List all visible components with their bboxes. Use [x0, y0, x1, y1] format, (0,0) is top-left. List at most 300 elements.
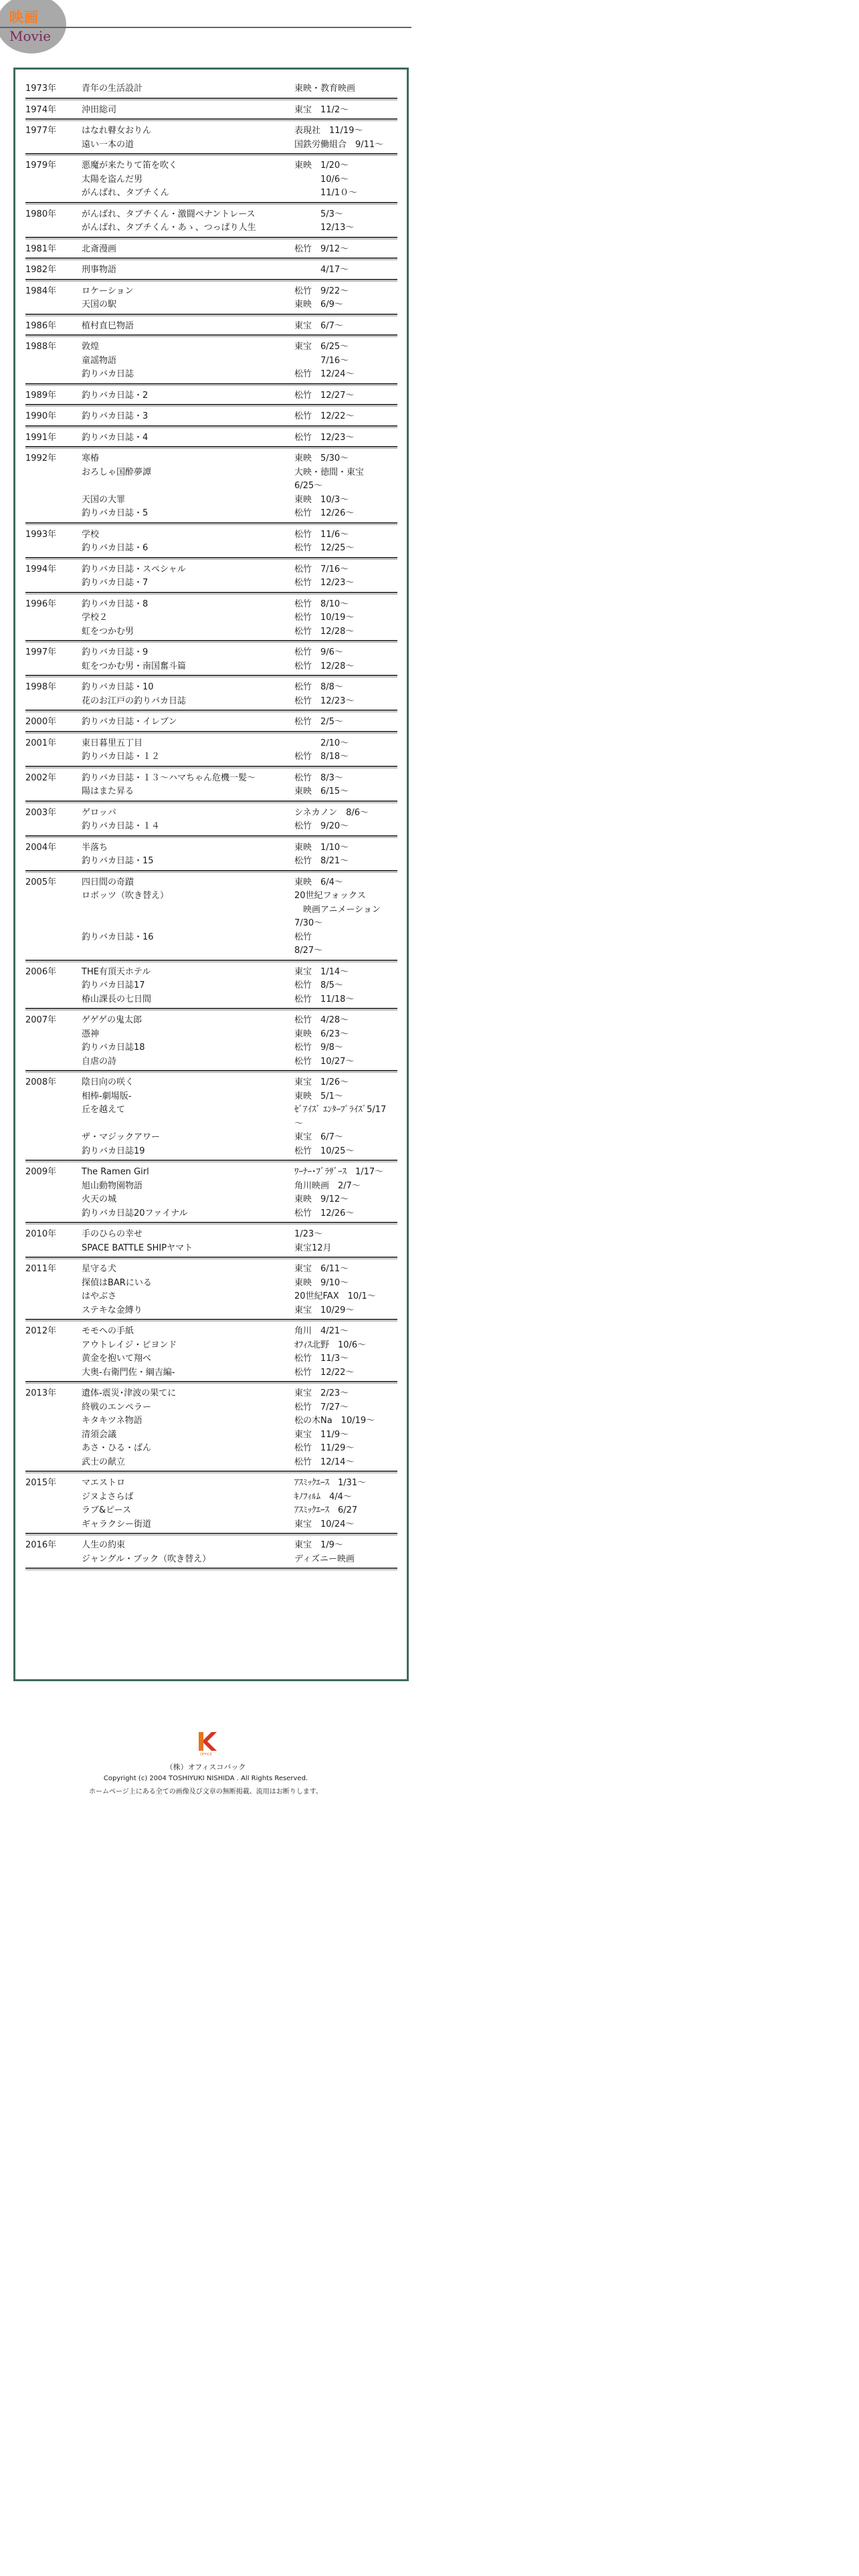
film-distributor-date: 松竹 12/24〜: [294, 369, 355, 379]
film-entry: [25, 716, 397, 730]
year-row: [25, 386, 397, 407]
film-entry: [25, 1491, 397, 1505]
film-distributor-date: 松竹 4/28〜: [294, 1015, 349, 1025]
film-title: がんばれ、タブチくん・激闘ペナントレース: [82, 209, 256, 219]
film-entry: [25, 1076, 397, 1090]
filmography-table: [25, 79, 397, 1570]
film-title: 釣りバカ日誌・6: [82, 543, 149, 553]
film-entry: [25, 466, 397, 494]
film-distributor-date: 松竹 12/26〜: [294, 508, 355, 518]
film-distributor-date: 東映 1/10〜: [294, 842, 349, 853]
film-title: 釣りバカ日誌・15: [82, 856, 154, 866]
year-row: [25, 1224, 397, 1259]
film-title: ゲロッパ: [82, 807, 116, 818]
film-title: 相棒-劇場版-: [82, 1091, 132, 1101]
film-entry: [25, 1207, 397, 1221]
film-distributor-date: 東宝 6/7〜: [294, 320, 343, 331]
film-distributor-date: 20世紀フォックス 映画アニメーション 7/30〜: [294, 891, 381, 928]
year-row: [25, 1073, 397, 1162]
film-entry: [25, 1055, 397, 1069]
film-title: 清須会議: [82, 1429, 117, 1440]
film-entry: [25, 494, 397, 508]
year-row: [25, 873, 397, 962]
film-entry: [25, 354, 397, 368]
film-entry: [25, 528, 397, 542]
film-title: 武士の献立: [82, 1457, 126, 1467]
film-distributor-date: 東宝12月: [294, 1243, 332, 1253]
film-title: 敦煌: [82, 342, 100, 352]
year-row: [25, 712, 397, 734]
film-distributor-date: 松竹 12/23〜: [294, 578, 355, 588]
film-title: 釣りバカ日誌・16: [82, 932, 154, 942]
year-label: 1986年: [25, 320, 57, 331]
year-row: [25, 282, 397, 316]
film-entry: [25, 1401, 397, 1415]
film-entry: [25, 1325, 397, 1339]
film-entry: [25, 750, 397, 764]
film-distributor-date: 東宝 10/29〜: [294, 1305, 355, 1315]
year-label: 2005年: [25, 877, 57, 887]
film-title: 天国の駅: [82, 300, 117, 310]
film-distributor-date: 松竹 12/14〜: [294, 1457, 355, 1467]
film-entry: [25, 431, 397, 445]
year-label: 1990年: [25, 411, 57, 421]
film-entry: [25, 1277, 397, 1291]
year-row: [25, 205, 397, 239]
film-title: 陽はまた昇る: [82, 786, 134, 796]
film-entry: [25, 1304, 397, 1318]
film-entry: [25, 1090, 397, 1104]
film-entry: [25, 1442, 397, 1456]
year-label: 1993年: [25, 529, 57, 540]
company-name: （株）オフィスコバック: [165, 1763, 246, 1772]
film-title: 手のひらの幸せ: [82, 1229, 143, 1239]
year-row: [25, 449, 397, 525]
year-row: [25, 407, 397, 428]
film-title: 虹をつかむ男: [82, 626, 134, 637]
film-entry: [25, 1428, 397, 1442]
film-distributor-date: 12/13〜: [294, 223, 355, 233]
year-row: [25, 79, 397, 100]
film-distributor-date: 松竹 12/22〜: [294, 411, 355, 421]
film-distributor-date: 20世紀FAX 10/1〜: [294, 1291, 376, 1301]
film-entry: [25, 542, 397, 556]
film-title: 自虐の詩: [82, 1056, 117, 1067]
film-entry: [25, 1553, 397, 1567]
film-title: 釣りバカ日誌・１４: [82, 821, 161, 831]
film-title: 釣りバカ日誌17: [82, 980, 145, 990]
year-label: 1996年: [25, 599, 57, 609]
film-entry: [25, 681, 397, 695]
film-entry: [25, 807, 397, 821]
film-title: ザ・マジックアワー: [82, 1132, 161, 1142]
film-entry: [25, 1456, 397, 1470]
year-row: [25, 156, 397, 205]
film-title: 星守る犬: [82, 1264, 117, 1274]
film-title: 黄金を抱いて翔べ: [82, 1354, 152, 1364]
film-title: がんばれ、タブチくん: [82, 188, 169, 198]
section-title-en: Movie: [9, 28, 52, 44]
film-entry: [25, 298, 397, 312]
film-title: The Ramen Girl: [82, 1167, 149, 1177]
film-distributor-date: 松竹 12/27〜: [294, 390, 355, 401]
year-label: 1974年: [25, 104, 57, 115]
film-entry: [25, 1193, 397, 1207]
film-distributor-date: 東宝 6/25〜: [294, 342, 349, 352]
film-title: 釣りバカ日誌・2: [82, 390, 149, 401]
section-title-jp: 映画: [9, 9, 39, 25]
year-label: 2010年: [25, 1229, 57, 1239]
film-title: 火天の城: [82, 1194, 117, 1204]
year-row: [25, 337, 397, 386]
film-title: 青年の生活設計: [82, 84, 143, 94]
film-title: 寒椿: [82, 453, 100, 463]
year-row: [25, 1259, 397, 1321]
film-distributor-date: 松竹 7/27〜: [294, 1402, 349, 1412]
film-title: ロケーション: [82, 286, 134, 296]
year-label: 1997年: [25, 647, 57, 657]
year-label: 1992年: [25, 453, 57, 463]
film-entry: [25, 368, 397, 382]
film-distributor-date: 松竹 12/25〜: [294, 543, 355, 553]
film-title: 沖田総司: [82, 104, 117, 115]
film-title: ロボッツ（吹き替え）: [82, 891, 169, 901]
filmography-frame: [13, 68, 409, 1681]
film-title: 釣りバカ日誌・7: [82, 578, 149, 588]
film-distributor-date: ｱｽﾐｯｸｴｰｽ 1/31〜: [294, 1478, 367, 1488]
film-distributor-date: 松竹 12/28〜: [294, 626, 355, 637]
film-entry: [25, 598, 397, 612]
year-row: [25, 838, 397, 873]
film-entry: [25, 320, 397, 334]
film-distributor-date: 松竹 10/25〜: [294, 1146, 355, 1156]
film-distributor-date: 東宝 2/23〜: [294, 1388, 349, 1398]
film-distributor-date: 松竹 9/12〜: [294, 243, 349, 254]
film-distributor-date: 松竹 9/8〜: [294, 1043, 343, 1053]
year-row: [25, 1321, 397, 1384]
year-label: 2015年: [25, 1478, 57, 1488]
film-entry: [25, 785, 397, 799]
film-entry: [25, 1131, 397, 1145]
usage-notice: ホームページ上にある全ての画像及び文章の無断掲載、流用はお断りします。: [89, 1788, 322, 1796]
year-row: [25, 734, 397, 768]
film-entry: [25, 208, 397, 222]
film-entry: [25, 660, 397, 674]
film-distributor-date: 松竹 9/22〜: [294, 286, 349, 296]
copyright-text: Copyright (c) 2004 TOSHIYUKI NISHIDA . All Rights Reserved.: [103, 1775, 308, 1782]
film-title: 釣りバカ日誌: [82, 369, 134, 379]
year-label: 1991年: [25, 432, 57, 443]
film-title: ジヌよさらば: [82, 1491, 134, 1502]
film-title: 植村直巳物語: [82, 320, 134, 331]
film-distributor-date: 松の木Na 10/19〜: [294, 1416, 375, 1426]
film-title: 旭山動物園物語: [82, 1180, 143, 1191]
film-distributor-date: ｾﾞｱｲｽﾞ ｴﾝﾀｰﾌﾟﾗｲｽﾞ5/17 〜: [294, 1105, 387, 1129]
film-distributor-date: 松竹 12/26〜: [294, 1208, 355, 1218]
year-label: 1982年: [25, 265, 57, 275]
film-title: 悪魔が来たりて笛を吹く: [82, 160, 178, 171]
film-distributor-date: 東宝 1/14〜: [294, 966, 349, 977]
film-title: 花のお江戸の釣りバカ日誌: [82, 695, 187, 706]
film-entry: [25, 820, 397, 834]
year-label: 1973年: [25, 84, 57, 94]
film-entry: [25, 966, 397, 980]
film-distributor-date: 松竹 8/18〜: [294, 752, 349, 762]
film-distributor-date: ｷﾉﾌｨﾙﾑ 4/4〜: [294, 1491, 352, 1502]
film-title: THE有頂天ホテル: [82, 966, 151, 977]
film-distributor-date: 東宝 10/24〜: [294, 1519, 355, 1529]
film-distributor-date: 東映 9/10〜: [294, 1277, 349, 1288]
film-entry: [25, 1145, 397, 1159]
year-label: 2006年: [25, 966, 57, 977]
year-row: [25, 1535, 397, 1570]
year-label: 1984年: [25, 286, 57, 296]
film-distributor-date: 東映 5/30〜: [294, 453, 349, 463]
film-title: 遺体-震災･津波の果てに: [82, 1388, 177, 1398]
film-entry: [25, 876, 397, 890]
film-distributor-date: 松竹 11/18〜: [294, 994, 355, 1004]
year-label: 2009年: [25, 1167, 57, 1177]
year-label: 2000年: [25, 717, 57, 727]
film-distributor-date: 松竹 11/29〜: [294, 1443, 355, 1453]
film-distributor-date: ﾜｰﾅｰ･ﾌﾞﾗｻﾞｰｽ 1/17〜: [294, 1167, 384, 1177]
film-title: 釣りバカ日誌・4: [82, 432, 149, 443]
film-title: 北斎漫画: [82, 243, 117, 254]
company-logo-icon: [193, 1731, 219, 1756]
year-label: 2012年: [25, 1326, 57, 1336]
year-label: 1980年: [25, 209, 57, 219]
film-entry: [25, 1352, 397, 1366]
film-title: 四日間の奇蹟: [82, 877, 134, 887]
film-title: 釣りバカ日誌・イレブン: [82, 717, 177, 727]
film-distributor-date: 松竹 9/6〜: [294, 647, 343, 657]
film-title: 釣りバカ日誌・5: [82, 508, 149, 518]
film-distributor-date: 東宝 11/9〜: [294, 1429, 349, 1440]
film-title: キタキツネ物語: [82, 1416, 142, 1426]
year-row: [25, 239, 397, 261]
header-divider: [0, 27, 411, 28]
film-distributor-date: 松竹 8/21〜: [294, 856, 349, 866]
film-entry: [25, 889, 397, 931]
film-title: はやぶさ: [82, 1291, 117, 1301]
film-entry: [25, 1103, 397, 1131]
film-title: ラブ&ピース: [82, 1505, 131, 1515]
year-label: 1989年: [25, 390, 57, 401]
film-entry: [25, 104, 397, 118]
year-label: 1981年: [25, 243, 57, 254]
year-row: [25, 1384, 397, 1473]
film-entry: [25, 563, 397, 577]
film-title: がんばれ、タブチくん・あゝ、つっぱり人生: [82, 223, 256, 233]
film-distributor-date: 松竹 10/19〜: [294, 613, 355, 623]
svg-text:OFFICE: OFFICE: [200, 1753, 212, 1756]
year-row: [25, 803, 397, 838]
film-title: 虹をつかむ男・南国奮斗篇: [82, 661, 187, 671]
film-distributor-date: 松竹 12/28〜: [294, 661, 355, 671]
film-entry: [25, 993, 397, 1007]
film-entry: [25, 340, 397, 354]
film-title: 釣りバカ日誌18: [82, 1043, 145, 1053]
film-title: 半落ち: [82, 842, 108, 853]
film-title: 遠い一本の道: [82, 139, 134, 150]
film-title: 釣りバカ日誌・１２: [82, 752, 161, 762]
film-title: 釣りバカ日誌・8: [82, 599, 149, 609]
film-title: 学校２: [82, 613, 108, 623]
film-entry: [25, 931, 397, 958]
film-title: 学校: [82, 529, 100, 540]
film-distributor-date: 東映 5/1〜: [294, 1091, 343, 1101]
film-title: 釣りバカ日誌19: [82, 1146, 145, 1156]
year-label: 2016年: [25, 1540, 57, 1550]
film-entry: [25, 1387, 397, 1401]
year-row: [25, 1473, 397, 1535]
film-distributor-date: 松竹 12/22〜: [294, 1367, 355, 1378]
film-title: SPACE BATTLE SHIPヤマト: [82, 1243, 193, 1253]
film-distributor-date: 東宝 6/11〜: [294, 1264, 349, 1274]
film-distributor-date: 東映 6/4〜: [294, 877, 343, 887]
year-label: 1988年: [25, 342, 57, 352]
film-distributor-date: 10/6〜: [294, 174, 349, 185]
film-distributor-date: 東宝 11/2〜: [294, 104, 349, 115]
year-label: 2001年: [25, 738, 57, 748]
film-distributor-date: 2/10〜: [294, 738, 349, 748]
year-label: 2013年: [25, 1388, 57, 1398]
film-title: ギャラクシー街道: [82, 1519, 152, 1529]
film-title: 椿山課長の七日間: [82, 994, 152, 1004]
film-distributor-date: 4/17〜: [294, 265, 349, 275]
film-entry: [25, 1539, 397, 1553]
year-row: [25, 643, 397, 677]
film-entry: [25, 173, 397, 187]
film-distributor-date: シネカノン 8/6〜: [294, 807, 369, 818]
film-title: 釣りバカ日誌・スペシャル: [82, 564, 186, 574]
film-entry: [25, 263, 397, 278]
film-distributor-date: 1/23〜: [294, 1229, 323, 1239]
film-distributor-date: 松竹 8/27〜: [294, 932, 323, 956]
film-title: 探偵はBARにいる: [82, 1277, 152, 1288]
film-title: ステキな金縛り: [82, 1305, 142, 1315]
film-entry: [25, 611, 397, 625]
year-row: [25, 962, 397, 1011]
year-row: [25, 525, 397, 560]
film-title: あさ・ひる・ばん: [82, 1443, 152, 1453]
film-entry: [25, 1242, 397, 1256]
film-title: 憑神: [82, 1029, 100, 1039]
film-title: 大奥-右衛門佐・綱吉編-: [82, 1367, 175, 1378]
year-row: [25, 428, 397, 449]
film-distributor-date: 東宝 1/26〜: [294, 1077, 349, 1087]
year-label: 1977年: [25, 126, 57, 136]
year-row: [25, 121, 397, 156]
film-entry: [25, 695, 397, 709]
film-distributor-date: 松竹 11/3〜: [294, 1354, 349, 1364]
film-entry: [25, 1166, 397, 1180]
film-entry: [25, 221, 397, 235]
film-distributor-date: 表現社 11/19〜: [294, 126, 363, 136]
film-distributor-date: 11/1０〜: [294, 188, 358, 198]
film-entry: [25, 1263, 397, 1277]
film-entry: [25, 1518, 397, 1532]
film-title: 天国の大罪: [82, 494, 126, 505]
film-distributor-date: 松竹 10/27〜: [294, 1056, 355, 1067]
film-distributor-date: ｵﾌｨｽ北野 10/6〜: [294, 1339, 367, 1350]
film-entry: [25, 187, 397, 201]
film-title: 東日暮里五丁目: [82, 738, 143, 748]
year-label: 1998年: [25, 682, 57, 692]
year-label: 2008年: [25, 1077, 57, 1087]
film-title: 釣りバカ日誌・9: [82, 647, 149, 657]
film-entry: [25, 1504, 397, 1518]
film-distributor-date: 東映 1/20〜: [294, 160, 349, 171]
year-row: [25, 316, 397, 338]
film-entry: [25, 1290, 397, 1304]
film-distributor-date: 角川 4/21〜: [294, 1326, 349, 1336]
film-distributor-date: 東宝 1/9〜: [294, 1540, 343, 1550]
film-entry: [25, 1014, 397, 1028]
film-title: はなれ瞽女おりん: [82, 126, 152, 136]
year-row: [25, 768, 397, 803]
film-distributor-date: 角川映画 2/7〜: [294, 1180, 361, 1191]
film-entry: [25, 1414, 397, 1428]
film-entry: [25, 1339, 397, 1353]
year-row: [25, 560, 397, 595]
film-distributor-date: 大映・徳間・東宝 6/25〜: [294, 467, 364, 491]
film-entry: [25, 82, 397, 96]
film-distributor-date: 東宝 6/7〜: [294, 1132, 343, 1142]
film-title: 釣りバカ日誌・１３〜ハマちゃん危機一髪〜: [82, 772, 256, 783]
film-entry: [25, 1228, 397, 1242]
film-entry: [25, 389, 397, 403]
film-title: 太陽を盗んだ男: [82, 174, 143, 185]
year-label: 1994年: [25, 564, 57, 574]
film-entry: [25, 625, 397, 639]
film-title: 童謡物語: [82, 355, 117, 366]
year-label: 2007年: [25, 1015, 57, 1025]
year-label: 2004年: [25, 842, 57, 853]
film-entry: [25, 124, 397, 138]
year-label: 2003年: [25, 807, 57, 818]
film-title: 終戦のエンペラー: [82, 1402, 152, 1412]
film-title: 釣りバカ日誌・3: [82, 411, 149, 421]
film-distributor-date: 5/3〜: [294, 209, 343, 219]
film-distributor-date: 松竹 12/23〜: [294, 432, 355, 443]
year-row: [25, 677, 397, 712]
film-entry: [25, 138, 397, 152]
film-entry: [25, 410, 397, 424]
film-entry: [25, 1041, 397, 1055]
year-row: [25, 260, 397, 282]
film-title: 釣りバカ日誌20ファイナル: [82, 1208, 188, 1218]
film-entry: [25, 285, 397, 299]
film-title: 陰日向の咲く: [82, 1077, 134, 1087]
year-label: 1979年: [25, 160, 57, 171]
film-title: 刑事物語: [82, 265, 117, 275]
film-entry: [25, 1477, 397, 1491]
film-title: マエストロ: [82, 1478, 126, 1488]
film-entry: [25, 576, 397, 591]
film-title: ゲゲゲの鬼太郎: [82, 1015, 142, 1025]
film-distributor-date: 国鉄労働組合 9/11〜: [294, 139, 384, 150]
film-distributor-date: 東映 6/15〜: [294, 786, 349, 796]
film-distributor-date: 松竹 7/16〜: [294, 564, 349, 574]
film-distributor-date: ディズニー映画: [294, 1553, 355, 1564]
film-distributor-date: ｱｽﾐｯｸｴｰｽ 6/27: [294, 1505, 358, 1515]
film-distributor-date: 松竹 8/3〜: [294, 772, 343, 783]
year-row: [25, 1162, 397, 1224]
year-row: [25, 1010, 397, 1073]
film-distributor-date: 松竹 2/5〜: [294, 717, 343, 727]
film-distributor-date: 松竹 11/6〜: [294, 529, 349, 540]
